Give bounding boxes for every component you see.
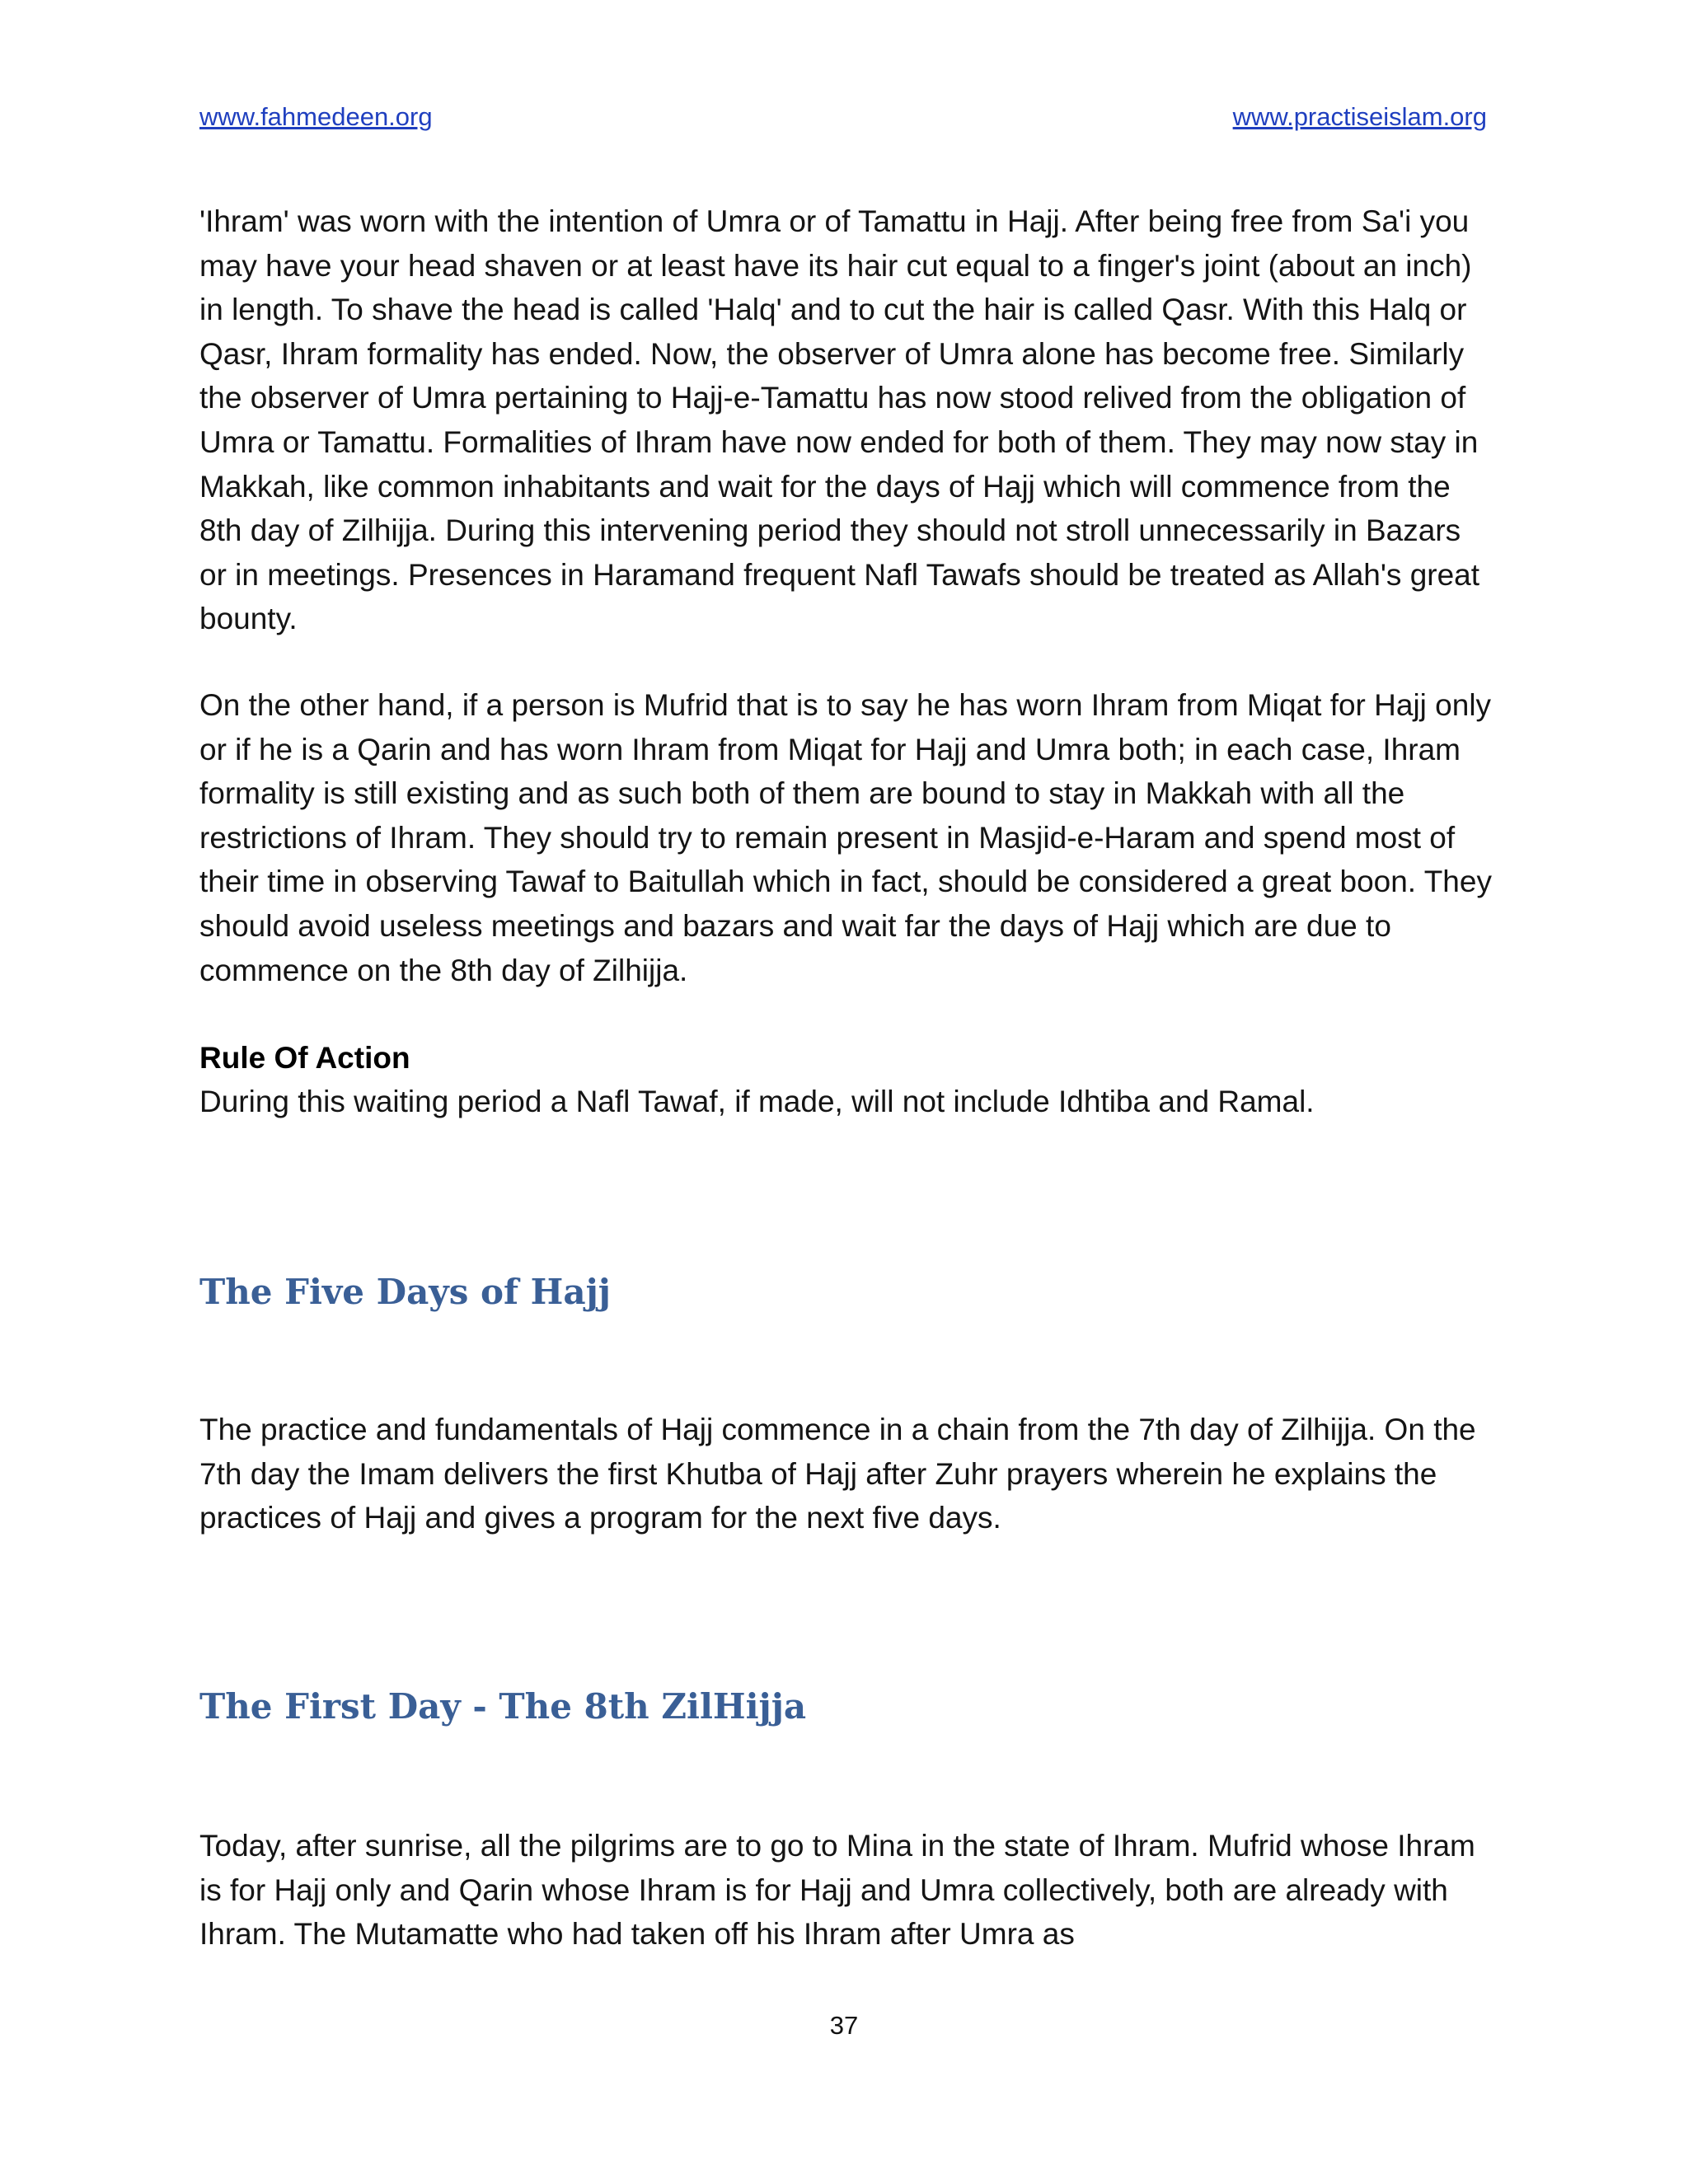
- rule-of-action-text: During this waiting period a Nafl Tawaf, if made, will not include Idhtiba and Ramal.: [199, 1085, 1315, 1118]
- practiseislam-link[interactable]: www.practiseislam.org: [1232, 102, 1487, 131]
- paragraph-mufrid-qarin: On the other hand, if a person is Mufrid that is to say he has worn Ihram from Miqat for Hajj only or if he is a Qarin and has worn Ihram from Miqat for Hajj and Umra both; in each case, Ihram formality is still existing and as such both of them are bound to stay in Makkah with all the restrictions of Ihram. They should try to remain present in Masjid-e-Haram and spend most of their time in observing Tawaf to Baitullah which in fact, should be considered a great boon. They should avoid useless meetings and bazars and wait far the days of Hajj which are due to commence on the 8th day of Zilhijja.: [199, 688, 1492, 987]
- heading-five-days-of-hajj: The Five Days of Hajj: [199, 1272, 611, 1312]
- heading-first-day: The First Day - The 8th ZilHijja: [199, 1686, 807, 1727]
- page-number: 37: [829, 2011, 859, 2040]
- paragraph-first-day: Today, after sunrise, all the pilgrims are to go to Mina in the state of Ihram. Mufrid whose Ihram is for Hajj only and Qarin whose Ihram is for Hajj and Umra collectively, both are already with Ihram. The Mutamatte who had taken off his Ihram after Umra as: [199, 1829, 1475, 1952]
- paragraph-practice-fundamentals: The practice and fundamentals of Hajj commence in a chain from the 7th day of Zilhijja. On the 7th day the Imam delivers the first Khutba of Hajj after Zuhr prayers wherein he explains the practices of Hajj and gives a program for the next five days.: [199, 1413, 1476, 1535]
- rule-of-action-heading: Rule Of Action: [199, 1041, 410, 1075]
- fahmedeen-link[interactable]: www.fahmedeen.org: [199, 102, 433, 131]
- paragraph-ihram-halq-qasr: 'Ihram' was worn with the intention of Umra or of Tamattu in Hajj. After being free from Sa'i you may have your head shaven or at least have its hair cut equal to a finger's joint (about an inch) in length. To shave the head is called 'Halq' and to cut the hair is called Qasr. With this Halq or Qasr, Ihram formality has ended. Now, the observer of Umra alone has become free. Similarly the observer of Umra pertaining to Hajj-e-Tamattu has now stood relived from the obligation of Umra or Tamattu. Formalities of Ihram have now ended for both of them. They may now stay in Makkah, like common inhabitants and wait for the days of Hajj which will commence from the 8th day of Zilhijja. During this intervening period they should not stroll unnecessarily in Bazars or in meetings. Presences in Haramand frequent Nafl Tawafs should be treated as Allah's great bounty.: [199, 204, 1480, 636]
